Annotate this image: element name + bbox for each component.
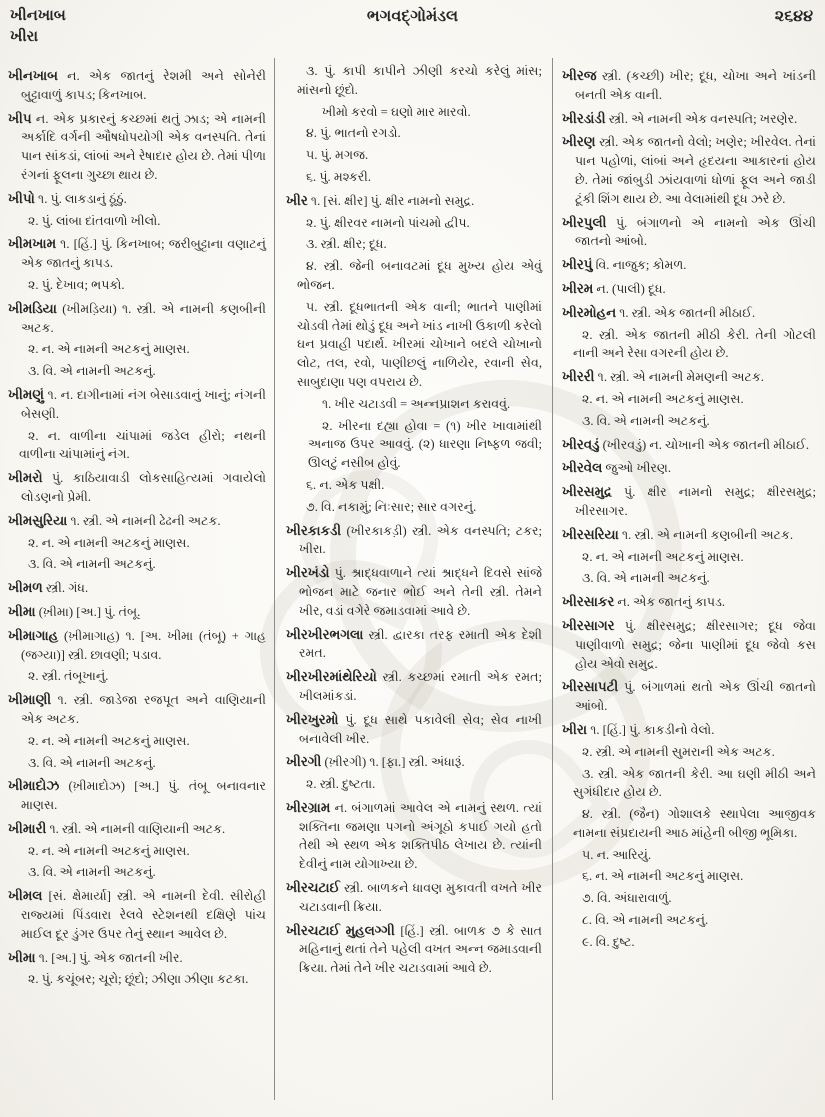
column-divider	[552, 58, 553, 1100]
sense-line: ૭. વિ. અંધારાવાળું.	[582, 891, 672, 906]
sense-line: ૬. ન. એક પક્ષી.	[306, 477, 385, 492]
dictionary-entry: ખીરવડું (ખીરવડ઼ું) ન. ચોખાની એક જાતની મીઠાઈ.	[562, 436, 810, 452]
headword: ખીરસમુદ્ર	[562, 484, 612, 500]
headword: ખીમખામ	[8, 236, 57, 252]
headword: ખીરવેલ	[562, 460, 603, 476]
guide-word-top: ખીનખાબ	[10, 8, 66, 24]
sense-line: ૩. વિ. એ નામની અટકનું.	[28, 557, 156, 572]
guide-word-bottom: ખીરા	[10, 29, 39, 45]
sense-line: ૨. ન. એ નામની અટકનું માણસ.	[582, 549, 744, 564]
sense-line: ૪. પું. ભાતનો રગડો.	[306, 126, 401, 141]
sense-line: ૨. ન. એ નામની અટકનું માણસ.	[28, 843, 190, 858]
sense-line: ૬. ન. એ નામની અટકનું માણસ.	[582, 869, 744, 884]
idiom-line: ૨. ખીરના દહ્યા હોવા = (૧) ખીર ખાવામાંથી અનાજ ઉપર આવવું. (૨) ધારણા નિષ્ફળ જવી; ઊલટું નસીબ હોવું.	[308, 418, 542, 471]
dictionary-entry: ખીરખીરમાંથેરિયો સ્ત્રી. કચ્છમાં રમાતી એક રમત; ખીલમાંકડાં.	[286, 669, 542, 703]
dictionary-entry: ખીરસાકર ન. એક જાતનું કાપડ.	[562, 594, 726, 610]
headword: ખીરખીરમાંથેરિયો	[286, 669, 377, 685]
column-3	[562, 62, 816, 955]
sense-line: ૬. પું. મશ્કરી.	[306, 169, 371, 184]
sense-line: ૨. સ્ત્રી. દુષ્ટતા.	[306, 777, 376, 792]
headword: ખીરપુલી	[562, 214, 607, 230]
headword: ખીપ	[8, 110, 32, 126]
headword: ખીમારી	[8, 820, 47, 836]
headword: ખીર	[286, 192, 308, 208]
headword: ખીપો	[8, 190, 35, 206]
headword: ખીમડિયા	[8, 300, 57, 316]
dictionary-entry: ખીમરો પું. કાઠિયાવાડી લોકસાહિત્યમાં ગવાયેલો લોડણનો પ્રેમી.	[8, 470, 266, 504]
dictionary-entry: ખીનખાબ ન. એક જાતનું રેશમી અને સોનેરી બુટ્ટાવાળું કાપડ; કિનખાબ.	[8, 68, 266, 102]
headword: ખીરણ	[562, 134, 596, 150]
dictionary-entry: ખીપો ૧. પું. લાકડાનું ઠૂંઠું.	[8, 190, 127, 206]
dictionary-entry: ખીરમોહન ૧. સ્ત્રી. એક જાતની મીઠાઈ.	[562, 304, 756, 320]
headword: ખીમળ	[8, 580, 43, 596]
headword: ખીરમ	[562, 280, 594, 296]
dictionary-entry: ખીમાણી ૧. સ્ત્રી. જાડેજા રજપૂત અને વાણિયાની એક અટક.	[8, 692, 266, 726]
sense-line: ૫. પું. મગજ.	[306, 148, 369, 163]
headword: ખીમણું	[8, 386, 44, 402]
headword: ખીનખાબ	[8, 68, 58, 83]
headword: ખીરખીરભગલા	[286, 626, 364, 642]
headword: ખીમા	[8, 949, 36, 965]
sense-line: ૩. સ્ત્રી. એક જાતની કેરી. આ ઘણી મીઠી અને સુગંધીદાર હોય છે.	[573, 766, 816, 800]
headword: ખીમસુરિયા	[8, 512, 68, 528]
dictionary-entry: ખીરચટાઈ મુહલગ્ગી [હિં.] સ્ત્રી. બાળક ૭ કે સાત મહિનાનું થતાં તેને પહેલી વખત અન્ન જમાડવાની ક્રિયા. તેમાં તેને ખીર ચટાડવામાં આવે છે.	[286, 922, 542, 976]
dictionary-entry: ખીરરી ૧. સ્ત્રી. એ નામની મેમણની અટક.	[562, 369, 764, 385]
headword: ખીમલ	[8, 888, 43, 904]
dictionary-entry: ખીરા ૧. [હિં.] પું. કાકડીનો વેલો.	[562, 721, 715, 737]
dictionary-entry: ખીરવેલ જુઓ ખીરણ.	[562, 460, 672, 476]
column-1	[8, 62, 266, 992]
sense-line: ૩. વિ. એ નામની અટકનું.	[28, 755, 156, 770]
sense-line: ૮. વિ. એ નામની અટકનું.	[582, 913, 709, 928]
headword: ખીરસાગર	[562, 617, 615, 633]
sense-line: ૩. વિ. એ નામની અટકનું.	[582, 571, 710, 586]
sense-line: ૩. વિ. એ નામની અટકનું.	[28, 364, 156, 379]
sense-line: ૨. પું. દેખાવ; ભપકો.	[28, 277, 125, 292]
dictionary-entry: ખીરગી (ખ઼ીરગી) ૧. [ફા.] સ્ત્રી. અંધારૂં.	[286, 754, 465, 770]
sense-line: ૨. પું. કચૂંબર; ચૂરો; છૂંદો; ઝીણા ઝીણા કટકા.	[28, 972, 249, 987]
dictionary-entry: ખીરપું વિ. નાજુક; કોમળ.	[562, 257, 687, 273]
headword: ખીરપું	[562, 257, 593, 273]
headword: ખીરસરિયા	[562, 526, 619, 542]
dictionary-entry: ખીરખીરભગલા સ્ત્રી. દ્વારકા તરફ રમાતી એક દેશી રમત.	[286, 626, 542, 661]
sense-line: ૨. પું. લાંબા દાંતવાળો ખીલો.	[28, 213, 161, 228]
headword: ખીરકાકડી	[286, 522, 342, 538]
dictionary-entry: ખીરપુલી પું. બંગાળનો એ નામનો એક ઊંચી જાતનો આંબો.	[562, 214, 816, 249]
dictionary-entry: ખીરસાગર પું. ક્ષીરસમુદ્ર; ક્ષીરસાગર; દૂધ જેવા પાણીવાળો સમુદ્ર; જેના પાણીમાં દૂધ જેવો કસ હોય એવો સમુદ્ર.	[562, 617, 816, 671]
dictionary-entry: ખીરસરિયા ૧. સ્ત્રી. એ નામની કણબીની અટક.	[562, 526, 794, 542]
headword: ખીરગી	[286, 754, 322, 770]
dictionary-entry: ખીમળ સ્ત્રી. ગંધ.	[8, 580, 89, 596]
headword: ખીરસાપટી	[562, 679, 619, 695]
headword: ખીરસાકર	[562, 594, 615, 610]
dictionary-entry: ખીરખુરમો પું. દૂધ સાથે પકાવેલી સેવ; સેવ નાખી બનાવેલી ખીર.	[286, 711, 542, 746]
page-number: ૨૬૪૪	[774, 8, 813, 25]
sense-line: ૨. ન. એ નામની અટકનું માણસ.	[28, 535, 190, 550]
sense-line: ૫. ન. આરિયું.	[582, 847, 652, 862]
dictionary-entry: ખીરસમુદ્ર પું. ક્ષીર નામનો સમુદ્ર; ક્ષીરસમુદ્ર; ખીરસાગર.	[562, 484, 816, 518]
dictionary-entry: ખીપ ન. એક પ્રકારનું કચ્છમાં થતું ઝાડ; એ નામની અર્કાદિ વર્ગની ઔષધોપયોગી એક વનસ્પતિ. તેનાં પાન સાંકડાં, લાંબાં અને રેષાદાર હોય છે. તેમાં પીળા રંગનાં ફૂલના ગુચ્છા થાય છે.	[8, 110, 266, 182]
column-divider	[274, 58, 275, 1100]
headword: ખીમાણી	[8, 692, 52, 708]
sense-line: ૩. વિ. એ નામની અટકનું.	[582, 413, 710, 428]
headword: ખીરખંડો	[286, 565, 330, 581]
dictionary-entry: ખીમડિયા (ખીમડ઼િયા) ૧. સ્ત્રી. એ નામની કણબીની અટક.	[8, 300, 266, 335]
sense-line: ૫. સ્ત્રી. દૂધભાતની એક વાની; ભાતને પાણીમાં ચોડવી તેમાં થોડું દૂધ અને ખાંડ નાખી ઉકાળી કરેલો ઘન પ્રવાહી પદાર્થ. ખીરમાં ચોખાને બદલે ચોખાનો લોટ, તલ, રવો, પાણીછલું નાળિયેર, રવાની સેવ, સાબુદાણા પણ વપરાય છે.	[297, 299, 542, 389]
dictionary-entry: ખીરજ સ્ત્રી. (કચ્છી) ખીર; દૂધ, ચોખા અને ખાંડની બનતી એક વાની.	[562, 68, 816, 102]
headword: ખીરજ	[562, 68, 597, 83]
idiom-line: ખીમો કરવો = ઘણો માર મારવો.	[322, 104, 471, 119]
headword: ખીરવડું	[562, 436, 600, 452]
sense-line: ૨. સ્ત્રી. એ નામની સુમરાની એક અટક.	[582, 744, 775, 759]
dictionary-entry: ખીમાદોઝ (ખ઼ીમાદોઝ) [અ.] પું. તંબૂ બનાવનાર માણસ.	[8, 778, 266, 813]
dictionary-entry: ખીમા ૧. [અ.] પું. એક જાતની ખીર.	[8, 949, 183, 965]
sense-line: ૨. ન. વાળીના ચાંપામાં જડેલ હીરો; નથની વાળીના ચાંપામાંનું નંગ.	[19, 428, 266, 462]
headword: ખીમાદોઝ	[8, 778, 60, 794]
headword: ખીરગ્રામ	[286, 799, 331, 815]
headword: ખીરા	[562, 721, 588, 737]
sense-line: ૩. વિ. એ નામની અટકનું.	[28, 865, 156, 880]
dictionary-entry: ખીરણ સ્ત્રી. એક જાતનો વેલો; ખણેર; ખીરવેલ. તેનાં પાન પહોળાં, લાંબાં અને હૃદયના આકારનાં હોય છે. તેમાં જાંબુડી ઝાંયવાળાં ધોળાં ફૂલ અને જાડી ટૂંકી શિંગ થાય છે. આ વેલામાંથી દૂધ ઝરે છે.	[562, 134, 816, 206]
dictionary-entry: ખીરચટાઈ સ્ત્રી. બાળકને ધાવણ મુકાવતી વખતે ખીર ચટાડવાની ક્રિયા.	[286, 880, 542, 914]
headword: ખીરડાંડી	[562, 110, 606, 126]
dictionary-entry: ખીમાગાહ (ખ઼ીમાગાહ) ૧. [અ. ખીમા (તંબૂ) + ગાહ (જગ્યા)] સ્ત્રી. છાવણી; પડાવ.	[8, 627, 266, 662]
sense-line: ૨. સ્ત્રી. એક જાતની મીઠી કેરી. તેની ગોટલી નાની અને રેસા વગરની હોય છે.	[573, 327, 816, 361]
sense-line: ૨. ન. એ નામની અટકનું માણસ.	[582, 391, 744, 406]
column-2	[286, 62, 542, 981]
dictionary-entry: ખીમા (ખ઼ીમા) [અ.] પું. તંબૂ.	[8, 603, 141, 619]
sense-line: ૨. ન. એ નામની અટકનું માણસ.	[28, 342, 190, 357]
sense-line: ૩. સ્ત્રી. ક્ષીર; દૂધ.	[306, 237, 387, 252]
dictionary-entry: ખીર ૧. [સં. ક્ષીર] પું. ક્ષીર નામનો સમુદ્ર.	[286, 192, 475, 208]
sense-line: ૪. સ્ત્રી. જેની બનાવટમાં દૂધ મુખ્ય હોય એવું ભોજન.	[297, 259, 542, 292]
sense-line: ૯. વિ. દુષ્ટ.	[582, 934, 635, 949]
dictionary-entry: ખીરખંડો પું. શ્રાદ્ધવાળાને ત્યાં શ્રાદ્ધને દિવસે સાંજે ભોજન માટે જનાર ભોઈ અને તેની સ્ત્રી. તેમને ખીર, વડાં વગેરે જમાડવામાં આવે છે.	[286, 565, 542, 618]
headword: ખીમા	[8, 603, 36, 619]
dictionary-entry: ખીમારી ૧. સ્ત્રી. એ નામની વાણિયાની અટક.	[8, 820, 226, 836]
dictionary-entry: ખીરડાંડી સ્ત્રી. એ નામની એક વનસ્પતિ; ખરણેર.	[562, 110, 798, 126]
headword: ખીરચટાઈ મુહલગ્ગી	[286, 922, 395, 938]
headword: ખીરરી	[562, 369, 595, 385]
headword: ખીમાગાહ	[8, 627, 59, 643]
sense-line: ૪. સ્ત્રી. (જૈન) ગોશાલકે સ્થાપેલા આજીવક નામના સંપ્રદાયની આઠ માંહેની બીજી ભૂમિકા.	[573, 807, 816, 840]
dictionary-entry: ખીમખામ ૧. [હિં.] પું. કિનખાબ; જરીબુટ્ટાના વણાટનું એક જાતનું કાપડ.	[8, 236, 266, 271]
dictionary-entry: ખીરકાકડી (ખીરકાકડ઼ી) સ્ત્રી. એક વનસ્પતિ; ટકર; ખીરા.	[286, 522, 542, 557]
dictionary-entry: ખીરગ્રામ ન. બંગાળમાં આવેલ એ નામનું સ્થળ. ત્યાં શક્તિના જમણા પગનો અંગૂઠો કપાઈ ગયો હતો તેથી એ સ્થળ એક શક્તિપીઠ લેખાય છે. ત્યાંની દેવીનું નામ યોગાખ્યા છે.	[286, 799, 542, 872]
dictionary-entry: ખીમસુરિયા ૧. સ્ત્રી. એ નામની ઢેઢની અટક.	[8, 512, 221, 528]
headword: ખીરમોહન	[562, 304, 617, 320]
dictionary-entry: ખીરમ ન. (પાલી) દૂધ.	[562, 280, 666, 296]
dictionary-entry: ખીમલ [સં. ક્ષેમાર્યા] સ્ત્રી. એ નામની દેવી. સીરોહી રાજ્યમાં પિંડવારા રેલવે સ્ટેશનથી દક્ષિણે પાંચ માઈલ દૂર ડુંગર ઉપર તેનું સ્થાન આવેલ છે.	[8, 888, 266, 941]
headword: ખીરખુરમો	[286, 711, 339, 727]
sense-line: ૭. વિ. નકામું; નિઃસાર; સાર વગરનું.	[306, 499, 477, 514]
sense-line: ૨. સ્ત્રી. તંબૂખાનું.	[28, 669, 109, 684]
sense-line: ૨. ન. એ નામની અટકનું માણસ.	[28, 733, 190, 748]
idiom-line: ૧. ખીર ચટાડવી = અન્નપ્રાશન કરાવવું.	[322, 396, 511, 411]
dictionary-entry: ખીમણું ૧. ન. દાગીનામાં નંગ બેસાડવાનું ખાનું; નંગની બેસણી.	[8, 386, 266, 421]
headword: ખીરચટાઈ	[286, 880, 340, 896]
sense-line: ૩. પું. કાપી કાપીને ઝીણી કરચો કરેલું માંસ; માંસનો છૂંદો.	[297, 64, 542, 97]
headword: ખીમરો	[8, 470, 43, 486]
dictionary-entry: ખીરસાપટી પું. બંગાળમાં થતો એક ઊંચી જાતનો આંબો.	[562, 679, 816, 714]
book-title: ભગવદ્ગોમંડલ	[366, 8, 459, 25]
sense-line: ૨. પું. ક્ષીરવર નામનો પાંચમો દ્વીપ.	[306, 215, 470, 230]
